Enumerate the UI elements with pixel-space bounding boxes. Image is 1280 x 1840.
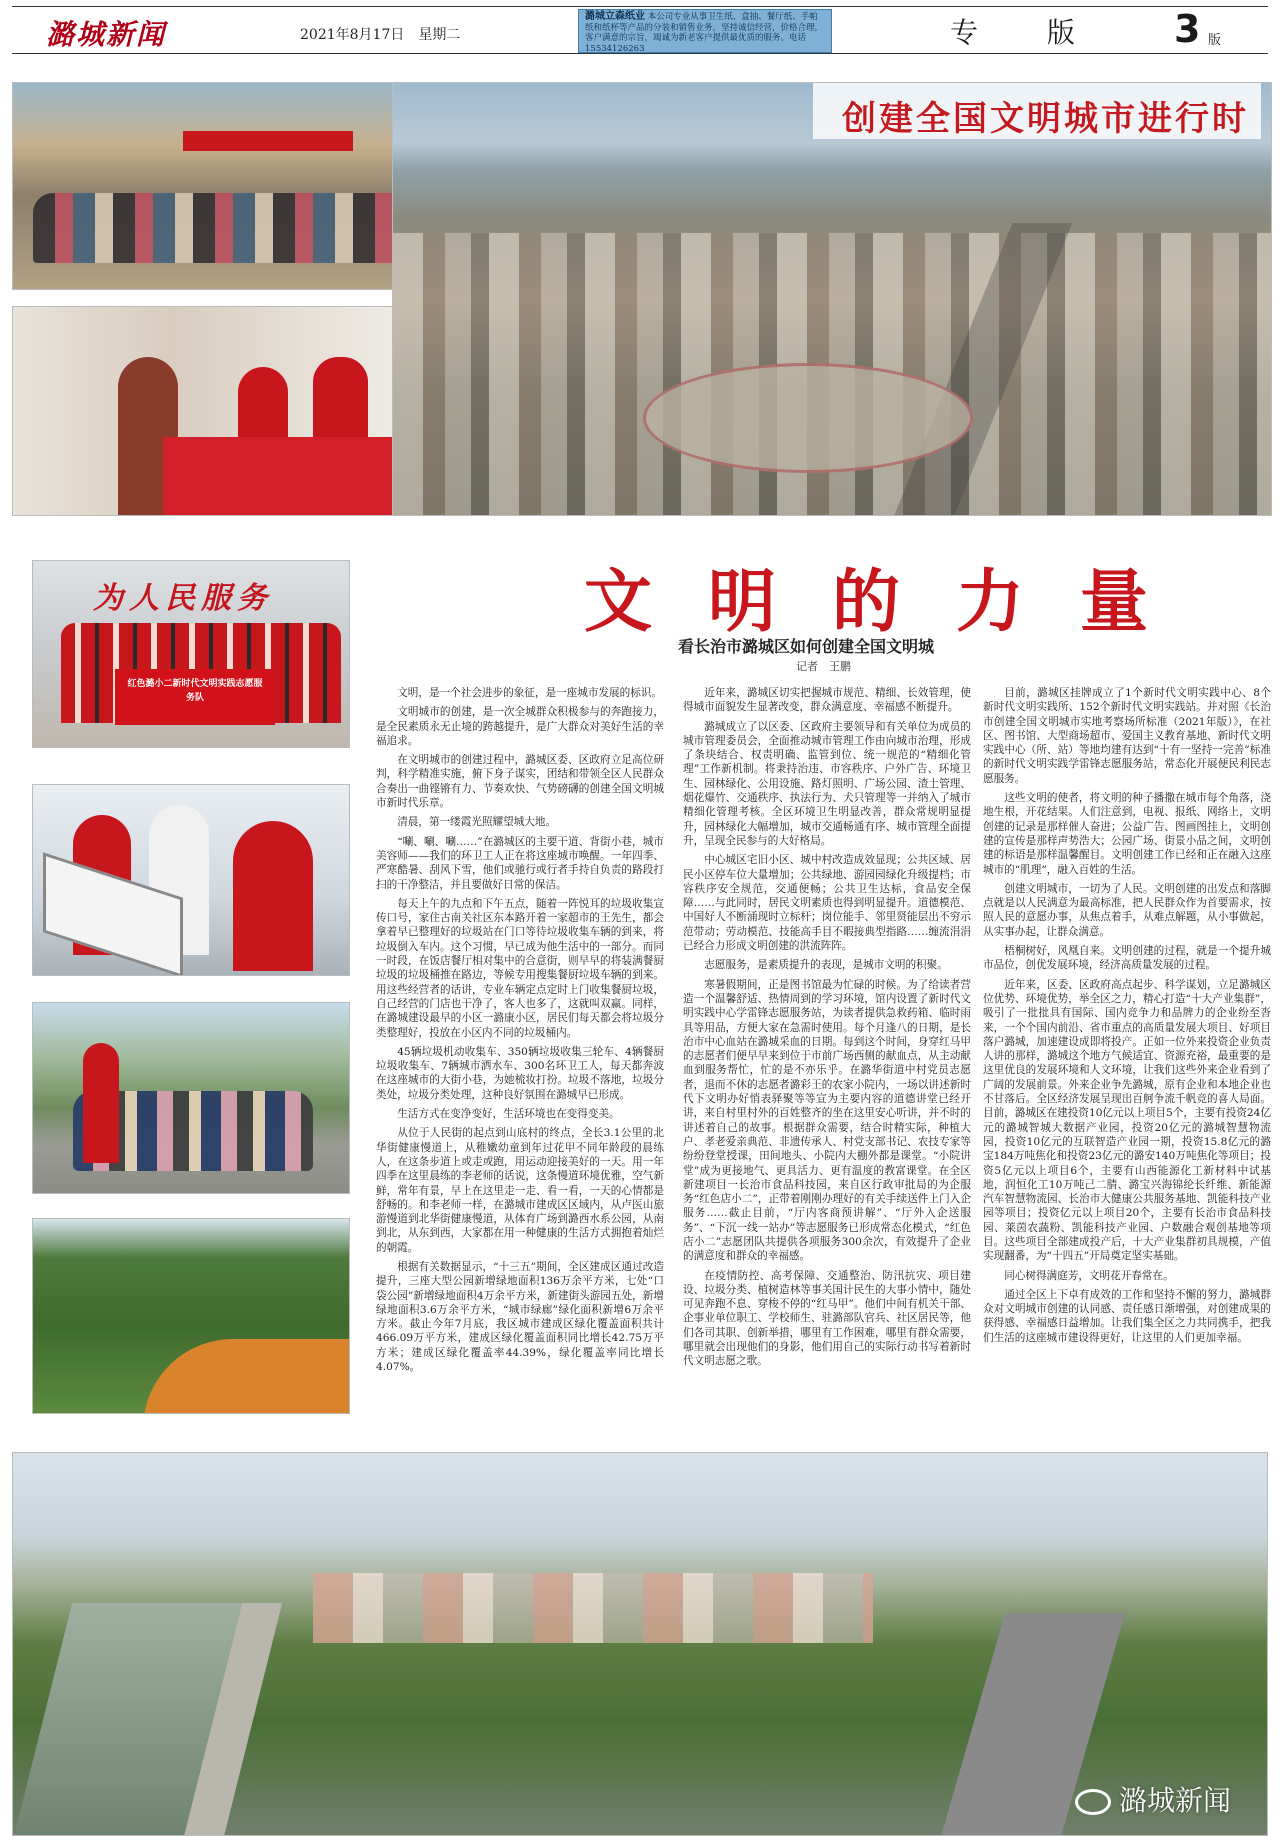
paragraph: 目前，潞城区挂牌成立了1个新时代文明实践中心、8个新时代文明实践所、152个新时代文明实践站。并对照《长治市创建全国文明城市实地考察场所标准（2021年版）》，在社区、图书馆、大型商场超市、爱国主义教育基地、新时代文明实践中心（所、站）等地均建有达到“十有一坚持一完善”标准的新时代文明实践学雷锋志愿服务站，常态化开展便民利民志愿服务。 bbox=[983, 687, 1271, 785]
seated-crowd bbox=[33, 193, 413, 263]
paragraph: 创建文明城市，一切为了人民。文明创建的出发点和落脚点就是以人民满意为最高标准，把人民群众作为首要需求，按照人民的意愿办事，从焦点着手，从难点解题，从小事做起，从实事办起，让群众满意。 bbox=[983, 882, 1271, 938]
photo-volunteer-team bbox=[32, 560, 350, 748]
paragraph: 文明城市的创建，是一次全城群众积极参与的奔跑接力，是全民素质永无止境的跨越提升，是广大群众对美好生活的幸福追求。 bbox=[376, 706, 664, 747]
wechat-watermark bbox=[1075, 1779, 1231, 1819]
page-number: 3 bbox=[1174, 7, 1201, 51]
paragraph: 近年来，区委、区政府高点起步、科学谋划，立足潞城区位优势、环境优势，举全区之力，精心打造“十大产业集群”，吸引了一批批具有国际、国内竞争力和品牌力的企业纷至沓来，一个个国内前沿、省市重点的高质量发展大项目、好项目落户潞城，加速建设成即将投产。正如一位外来投资企业负责人讲的那样，潞城这个地方气候适宜、资源充裕，最重要的是这里优良的发展环境和人文环境，让我们这些外来企业看到了广阔的发展前景。外来企业争先潞城，原有企业和本地企业也不甘落后。全区经济发展呈现出百舸争流千帆竞的喜人局面。目前，潞城区在建投资10亿元以上项目5个，主要有投资24亿元的潞城智城大数据产业园，投资20亿元的潞城智慧物流园，投资10亿元的互联智造产业园一期，投资15.8亿元的潞宝184万吨焦化和投资23亿元的潞安140万吨焦化等项目；投资5亿元以上项目6个，主要有山西能源化工新材料中试基地，润恒化工10万吨己二腈、潞宝兴海锦纶长纤维、新能源汽车智慧物流园、长治市大健康公共服务基地、凯能科技产业园等项目；投资亿元以上项目20个，主要有长治市食品科技园、莱茵农蔬粉、凯能科技产业园、户数融合观创基地等项目。这些项目全部建成投产后，十大产业集群初具规模，产值实现翻番，为“十四五”开局奠定坚实基础。 bbox=[983, 978, 1271, 1263]
paragraph: 每天上午的九点和下午五点，随着一阵悦耳的垃圾收集宣传口号，家住古南关社区东本路开着一家超市的王先生，都会拿着早已整理好的垃圾站在门口等待垃圾收集车辆的到来，将垃圾倒入车内。这个习惯，早已成为他生活中的一部分。而同一时段，在饭店餐厅相对集中的合意街，则早早的将装满餐厨垃圾的垃圾桶推在路边，等候专用搜集餐厨垃圾车辆的到来。用这些经营者的话讲，专业车辆定点定时上门收集餐厨垃圾，自己经营的门店也干净了，客人也多了，这就叫双赢。同样，在潞城建设最早的小区一潞康小区，居民们每天都会将垃圾分类整理好，投放在小区内不同的垃圾桶内。 bbox=[376, 897, 664, 1039]
paragraph: 志愿服务，是素质提升的表现，是城市文明的积聚。 bbox=[704, 959, 948, 972]
ad-title: 潞城立森纸业 bbox=[585, 11, 645, 22]
paragraph: 通过全区上下卓有成效的工作和坚持不懈的努力，潞城群众对文明城市创建的认同感、责任感日渐增强，对创建成果的获得感、幸福感日益增加。让我们集全区之力共同携手，把我们生活的这座城市建设得更好，让这里的人们更加幸福。 bbox=[983, 1288, 1271, 1344]
photo-community-meeting bbox=[12, 82, 454, 290]
paragraph: 中心城区宅旧小区、城中村改造成效显现；公共区域、居民小区停车位大量增加；公共绿地、游园园绿化升级提档；市容秩序安全规范，交通便畅；公共卫生达标，食品安全保障……与此同时，居民文明素质也得到明显提升。道德模范、中国好人不断涌现时立标杆；岗位能手、邻里贤能层出不穷示范带动；劳动模范、技能高手目不暇接典型指路……缠流涓涓已经合力形成文明创建的洪流阵阵。 bbox=[683, 854, 971, 953]
paragraph: 寒暑假期间，正是图书馆最为忙碌的时候。为了给读者营造一个温馨舒适、热情周到的学习环境，馆内设置了新时代文明实践中心学雷锋志愿服务站，为读者提供急救药箱、临时雨具等用品，方便大家在急需时使用。每个月逢八的日期，是长治市中心血站在潞城采血的日期。每到这个时间，身穿红马甲的志愿者们便早早来到位于市前广场西侧的献血点，从主动献血到服务帮忙，忙的是不亦乐乎。在潞华街道中村党员志愿者，退而不休的志愿者潞彩王的农家小院内，一场以讲述新时代下文明办好悄表驿聚等等宣为主要内容的道德讲堂已经开讲，来自村里村外的百姓整齐的坐在这里安心听讲，并不时的讲述着自己的故事。根据群众需要，结合时精实际，种植大户、孝老爱亲典范、非遗传承人、村党支部书记、农技专家等纷纷登堂授课，田间地头、小院内大棚外都是课堂。“小院讲堂”成为更接地气、更具活力、更有温度的教富课堂。在全区新建项目一长治市食品科技园，来自区行政审批局的为企服务“红色店小二”，正带着刚刚办理好的有关手续送件上门入企服务……截止目前，“厅内客商预讲解”、“厅外入企送服务”、“下沉一线一站办”等志愿服务已形成常态化模式，“红色店小二”志愿团队共提供各项服务300余次，有效提升了企业的满意度和群众的幸福感。 bbox=[683, 978, 971, 1263]
paragraph: “唰、唰、唰……”在潞城区的主要干道、背街小巷，城市美容师——我们的环卫工人正在将这座城市唤醒。一年四季、严寒酷暑、刮风下雪，他们或驰行或行者手持自负责的路段打扫的干净整洁，并且要做好日常的保洁。 bbox=[376, 835, 664, 891]
article-subtitle: 看长治市潞城区如何创建全国文明城 bbox=[678, 637, 935, 656]
traffic-volunteer bbox=[83, 1043, 119, 1163]
central-plaza bbox=[643, 363, 973, 473]
volunteer-figure bbox=[313, 357, 368, 447]
paragraph: 同心树得满庭芳，文明花开春常在。 bbox=[1004, 1269, 1174, 1282]
photo-city-aerial bbox=[392, 82, 1272, 516]
photo-traffic-volunteer bbox=[32, 1002, 350, 1194]
paragraph: 生活方式在变净变好，生活环境也在变得变美。 bbox=[397, 1108, 620, 1121]
paragraph: 梧桐树好，风凰自来。文明创建的过程，就是一个提升城市品位，创优发展环境，经济高质量发展的过程。 bbox=[983, 945, 1271, 972]
masthead-advertisement bbox=[578, 9, 832, 53]
photo-headline-tag bbox=[813, 83, 1261, 139]
paragraph: 在文明城市的创建过程中，潞城区委、区政府立足高位研判，科学精准实施，俯下身子谋实，团结和带领全区人民群众合奏出一曲铿锵有力、节奏欢快、气势磅礴的创建全国文明城市新时代乐章。 bbox=[376, 754, 664, 810]
section-name: 专 版 bbox=[950, 16, 1105, 49]
team-flag-text: 红色潞小二新时代文明实践志愿服务队 bbox=[127, 679, 263, 703]
issue-date: 2021年8月17日 星期二 bbox=[300, 27, 461, 43]
paragraph: 近年来，潞城区切实把握城市规范、精细、长效管理，使得城市面貌发生显著改变，群众满意度、幸福感不断提升。 bbox=[683, 687, 971, 714]
photo-kiosk-service bbox=[32, 784, 350, 976]
wall-slogan: 为人民服务 bbox=[93, 581, 273, 616]
masthead bbox=[12, 6, 1268, 54]
photo-headline: 创建全国文明城市进行时 bbox=[842, 99, 1249, 139]
page-suffix: 版 bbox=[1208, 33, 1222, 48]
paragraph: 在疫情防控、高考保障、交通整治、防汛抗灾、项目建设、垃圾分类、植树造林等事关国计民生的大事小情中，随处可见奔跑不息、穿梭不停的“红马甲”。他们中间有机关干部、企事业单位职工、学校师生、驻潞部队官兵、社区居民等，他们各司其职、创新举措，哪里有工作困难，哪里有群众需要，哪里就会出现他们的身影，他们用自己的实际行动书写着新时代文明志愿之歌。 bbox=[683, 1269, 971, 1368]
paragraph: 潞城成立了以区委、区政府主要领导和有关单位为成员的城市管理委员会，全面推动城市管理工作由向城市治理，形成了条块结合、权责明确、监管到位、统一规范的“精细化管理”工作新机制。将秉持治违、市容秩序、户外广告、环境卫生、园林绿化、公用设施、路灯照明、广场公园、渣土管理、烟花爆竹、交通秩序、执法行为、犬只管理等一并纳入了城市精细化管理考核。全区环境卫生明显改善，群众常规明显提升，园林绿化大幅增加，城市交通畅通有序、城市管理全面提升，呈现全民参与的大好格局。 bbox=[683, 720, 971, 847]
article-column-3 bbox=[983, 686, 1271, 1350]
paragraph: 清晨，第一缕霞光照耀望城大地。 bbox=[397, 816, 557, 829]
photo-park-path bbox=[32, 1218, 350, 1414]
red-banner bbox=[183, 131, 353, 151]
paragraph: 45辆垃圾机动收集车、350辆垃圾收集三轮车、4辆餐厨垃圾收集车、7辆城市洒水车、300名环卫工人，每天都奔波在这座城市的大街小巷，为她梳妆打扮。垃圾不落地，垃圾分类处，垃圾分类处理，这种良好氛围在潞城早已形成。 bbox=[376, 1045, 664, 1101]
ad-text: 本公司专业从事卫生纸、盒抽、餐厅纸、手帕纸和纸杯等产品的分装和销售业务，坚持诚信经营，价格合理，客户满意的宗旨，竭诚为新老客户提供最优质的服务。电话 15534126263 bbox=[585, 12, 824, 54]
paragraph: 根据有关数据显示，“十三五”期间，全区建成区通过改造提升，三座大型公园新增绿地面积136万余平方米，七处“口袋公园”新增绿地面积4万余平方米，新建街头游园五处，新增绿地面积3.6万余平方米，“城市绿廊”绿化面积新增6万余平方米。截止今年7月底，我区城市建成区绿化覆盖面积共计466.09万平方米，建成区绿化覆盖面积同比增长42.75万平方米；建成区绿化覆盖率44.39%，绿化覆盖率同比增长4.07%。 bbox=[376, 1260, 664, 1374]
article-column-1 bbox=[376, 686, 664, 1379]
photo-volunteer-center bbox=[12, 306, 414, 516]
newspaper-logo: 潞城新闻 bbox=[46, 18, 167, 51]
article-title: 文明的力量 bbox=[584, 562, 1205, 642]
wechat-icon bbox=[1075, 1789, 1111, 1815]
service-desk bbox=[163, 437, 414, 516]
paragraph: 文明，是一个社会进步的象征，是一座城市发展的标识。 bbox=[397, 687, 663, 699]
watermark-text: 潞城新闻 bbox=[1118, 1784, 1231, 1817]
photo-river-panorama bbox=[12, 1452, 1268, 1836]
volunteer-figure bbox=[238, 367, 288, 447]
article-column-2 bbox=[683, 686, 971, 1374]
article-byline: 记者 王鹏 bbox=[796, 660, 851, 673]
paragraph: 从位于人民街的起点到山底村的终点，全长3.1公里的北华街健康慢道上，从稚嫩幼童到年过花甲不同年龄段的晨练人，在这条步道上或走或跑，用运动迎接美好的一天。用一年四季在这里晨练的李老师的话说，这条慢道环境优雅，空气新鲜，常年有景，早上在这里走一走、看一看，一天的心情都是舒畅的。和李老师一样，在潞城市建成区区域内，从卢医山旅游慢道到北华街健康慢道，从体育广场到潞西水系公园，从南到北，从东到西，大家都在用一种健康的生活方式拥抱着灿烂的朝霞。 bbox=[376, 1127, 664, 1254]
distant-city bbox=[313, 1573, 873, 1643]
volunteer-figure bbox=[233, 821, 313, 971]
paragraph: 这些文明的使者，将文明的种子播撒在城市每个角落，浇地生根，开花结果。人们注意到，电视、报纸、网络上，文明创建的记录是那样催人奋进；公益广告、图画图挂上，文明创建的宣传是那样声势浩大；公园广场、街景小品之间，文明创建的标语是那样温馨醒目。文明创建工作已经和正在融入这座城市的“肌理”，融入百姓的生活。 bbox=[983, 792, 1271, 876]
running-track bbox=[143, 1339, 350, 1414]
